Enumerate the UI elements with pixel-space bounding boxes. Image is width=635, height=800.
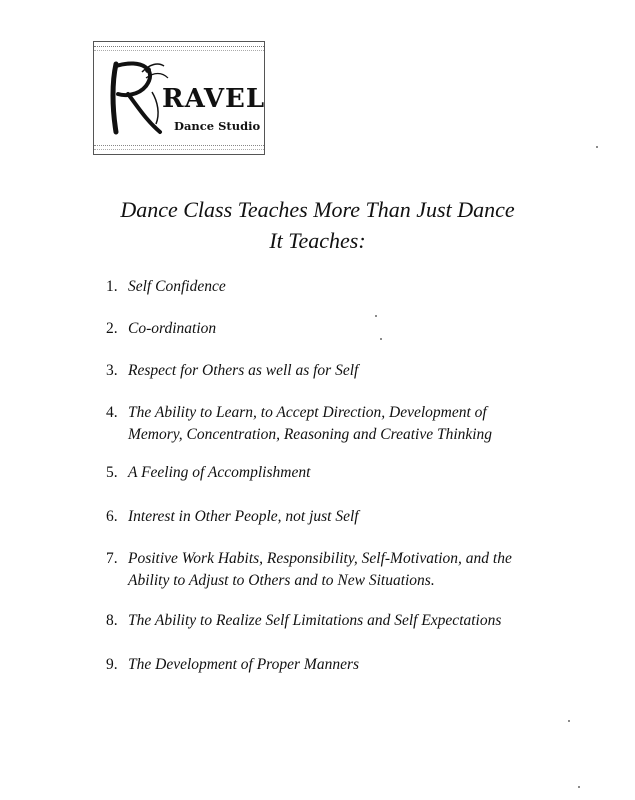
page-subtitle: It Teaches: (269, 228, 366, 253)
item-number: 2 . (106, 318, 126, 340)
scan-speck (578, 786, 580, 788)
list-item (106, 318, 576, 340)
item-number: 3 . (106, 360, 126, 382)
list-item (106, 360, 576, 382)
scan-speck (380, 338, 382, 340)
item-text: Co-ordination (128, 320, 217, 337)
list-item (106, 506, 576, 528)
logo-wordmark: RAVEL (162, 84, 266, 114)
item-number: 4 . (106, 402, 126, 424)
item-number: 7 . (106, 548, 126, 570)
item-text: Respect for Others as well as for Self (128, 362, 359, 379)
item-text: Interest in Other People, not just Self (128, 508, 359, 525)
scan-speck (375, 315, 377, 317)
list-item (106, 276, 576, 298)
item-number: 8 . (106, 610, 126, 632)
item-number: 6 . (106, 506, 126, 528)
item-text: Positive Work Habits, Responsibility, Self-Motivation, and the Ability to Adjust to Others and to New Situations. (128, 550, 512, 589)
item-text: A Feeling of Accomplishment (128, 464, 311, 481)
list-item (106, 462, 576, 484)
list-item (106, 548, 526, 592)
item-number: 9 . (106, 654, 126, 676)
logo-subtitle: Dance Studio (174, 119, 261, 133)
list-item (106, 610, 576, 632)
list-item (106, 402, 526, 446)
studio-logo (93, 41, 265, 155)
item-text: The Ability to Realize Self Limitations and Self Expectations (128, 612, 502, 629)
scan-speck (596, 146, 598, 148)
scan-speck (568, 720, 570, 722)
list-item (106, 654, 576, 676)
item-text: Self Confidence (128, 278, 226, 295)
page-title: Dance Class Teaches More Than Just Dance (120, 197, 515, 222)
item-number: 5 . (106, 462, 126, 484)
item-text: The Ability to Learn, to Accept Direction, Development of Memory, Concentration, Reasoning and Creative Thinking (128, 404, 493, 443)
item-text: The Development of Proper Manners (128, 656, 360, 673)
item-number: 1 . (106, 276, 126, 298)
